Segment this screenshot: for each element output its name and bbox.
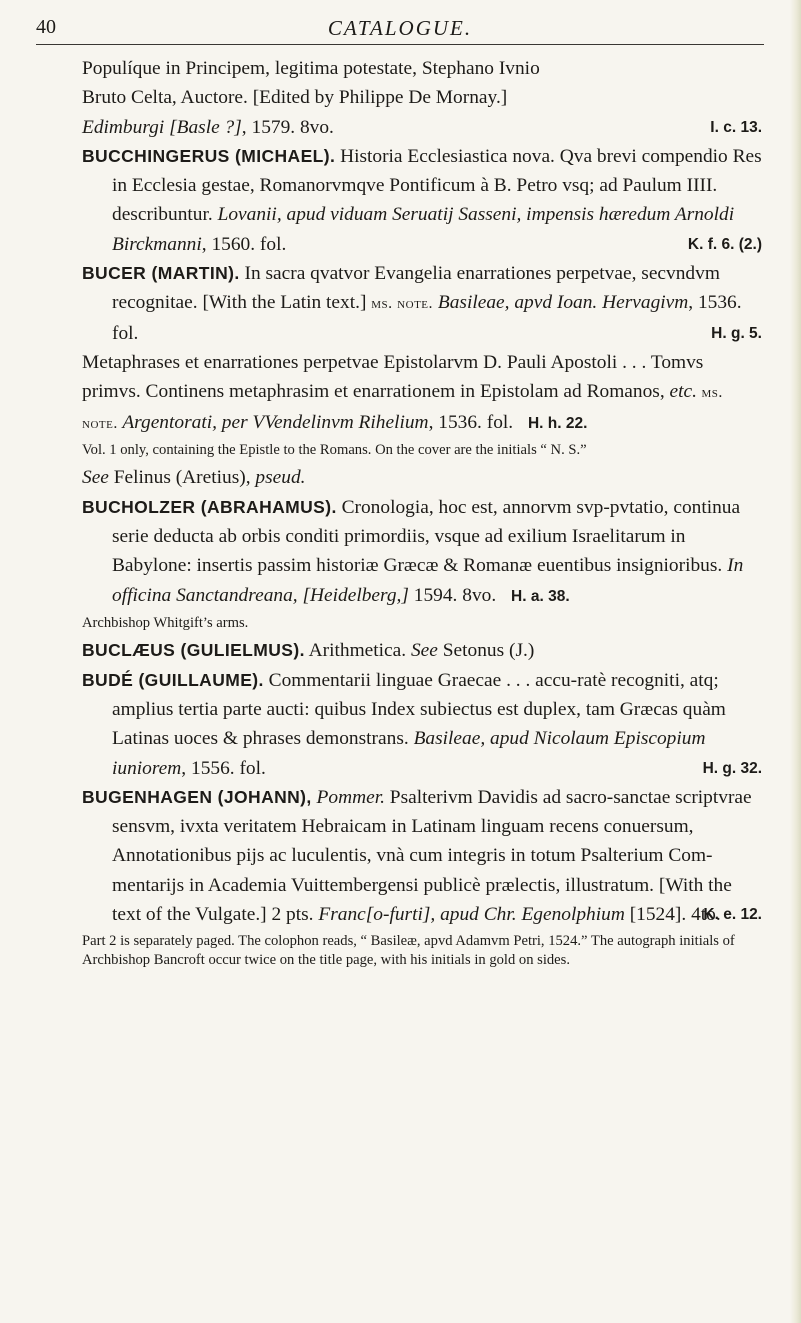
shelf-mark: K. e. 12.	[703, 906, 762, 924]
header-rule	[36, 44, 764, 45]
entry-heading: BUDÉ (GUILLAUME).	[82, 669, 264, 690]
shelf-mark: I. c. 13.	[710, 118, 762, 136]
running-title: CATALOGUE.	[327, 16, 473, 40]
catalogue-text	[82, 54, 762, 973]
see-reference-felinus: See Felinus (Aretius), pseud.	[82, 467, 306, 489]
page-header	[36, 6, 764, 46]
entry-bude: BUDÉ (GUILLAUME). Commentarii linguae Graecae . . . accu-ratè recogniti, atq; amplius tertia parte aucti: quibus Index subiectus est duplex, tam Græcas quàm Latinas uoces & phrases demonstrans. Basileae, apud Nicolaum Episcopium iuniorem, 1556. fol. H. g. 32.	[82, 666, 762, 783]
entry-bucchingerus: BUCCHINGERUS (MICHAEL). Historia Ecclesiastica nova. Qva brevi compendio Res in Ecclesia gestae, Romanorvmqve Pontificum à B. Petro vsq; ad Paulum IIII. describuntur. Lovanii, apud viduam Seruatij Sasseni, impensis hæredum Arnoldi Birckmanni, 1560. fol. K. f. 6. (2.)	[82, 142, 762, 259]
page-edge	[790, 0, 801, 1323]
entry-buclaeus: BUCLÆUS (GULIELMUS). Arithmetica. See Setonus (J.)	[82, 640, 535, 662]
entry-note: Part 2 is separately paged. The colophon reads, “ Basileæ, apvd Adamvm Petri, 1524.” The autograph initials of Archbishop Bancroft occur twice on the title page, with his initials in gold on sides.	[82, 933, 735, 968]
shelf-mark: H. g. 5.	[711, 324, 762, 342]
entry-bugenhagen: BUGENHAGEN (JOHANN), Pommer. Psalterivm Davidis ad sacro-sanctae scriptvrae sensvm, ivxta veritatem Hebraicam in Latinam linguam recens conuersum, Annotationibus pijs ac luculentis, vnà cum integris in totum Psalterium Com-mentarijs in Academia Vuittembergensi publicè prælectis, illustratum. [With the text of the Vulgate.] 2 pts. Franc[o-furti], apud Chr. Egenolphium [1524]. 4to. K. e. 12.	[82, 783, 762, 929]
shelf-mark: H. a. 38.	[511, 587, 570, 605]
entry-note: Archbishop Whitgift’s arms.	[82, 614, 249, 631]
shelf-mark: H. h. 22.	[527, 414, 588, 432]
entry-bucholzer: BUCHOLZER (ABRAHAMUS). Cronologia, hoc est, annorvm svp-pvtatio, continua serie deducta ab orbis conditi primordiis, vsque ad exilium Israelitarum in Babylone: insertis passim historiæ Græcæ & Romanæ euentibus insignioribus. In officina Sanctandreana, [Heidelberg,] 1594. 8vo. H. a. 38.	[82, 496, 744, 606]
page-number: 40	[36, 16, 56, 38]
shelf-mark: H. g. 32.	[702, 759, 762, 777]
entry-heading: BUCHOLZER (ABRAHAMUS).	[82, 496, 337, 517]
entry-heading: BUCLÆUS (GULIELMUS).	[82, 640, 305, 661]
entry-bucer-metaphrases: Metaphrases et enarrationes perpetvae Epistolarvm D. Pauli Apostoli . . . Tomvs primvs. Continens metaphrasim et enarrationem in Epistolam ad Romanos, etc. ms. note. Argentorati, per VVendelinvm Rihelium, 1536. fol. H. h. 22.	[82, 351, 723, 433]
shelf-mark: K. f. 6. (2.)	[687, 235, 762, 253]
entry-note: Vol. 1 only, containing the Epistle to the Romans. On the cover are the initials “ N. S.”	[82, 441, 587, 458]
entry-heading: BUCER (MARTIN).	[82, 263, 240, 284]
entry-heading: BUCCHINGERUS (MICHAEL).	[82, 145, 336, 166]
entry-heading: BUGENHAGEN (JOHANN),	[82, 786, 312, 807]
entry-bucer: BUCER (MARTIN). In sacra qvatvor Evangelia enarrationes perpetvae, secvndvm recognitae. [With the Latin text.] ms. note. Basileae, apvd Ioan. Hervagivm, 1536. fol. H. g. 5.	[82, 259, 762, 348]
entry-mornay-tail: Populíque in Principem, legitima potestate, Stephano Ivnio Bruto Celta, Auctore. [Edited by Philippe De Mornay.] Edimburgi [Basle ?], 1579. 8vo. I. c. 13.	[82, 54, 762, 142]
